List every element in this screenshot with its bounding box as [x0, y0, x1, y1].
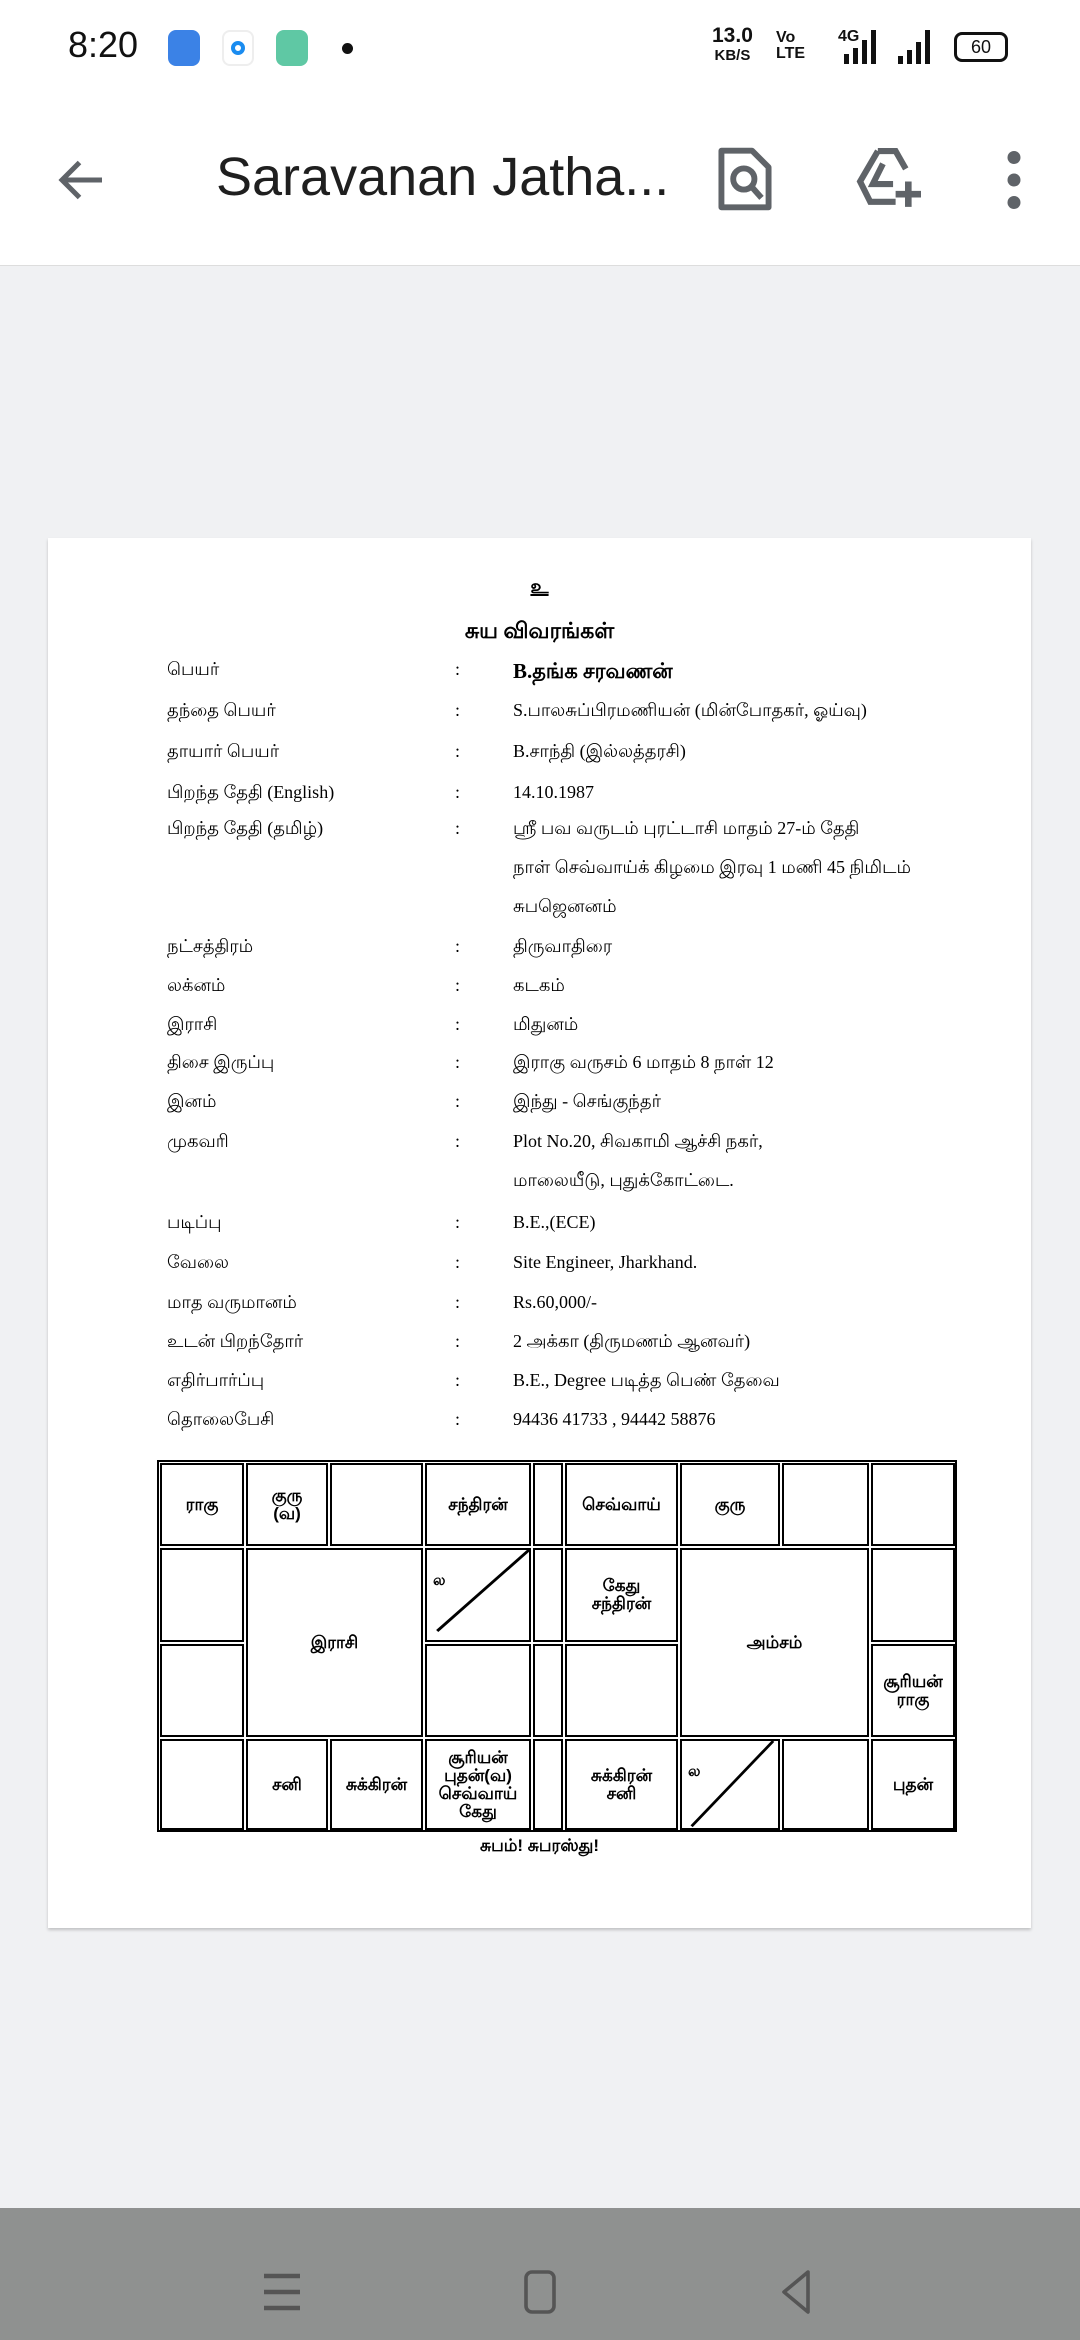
detail-label: முகவரி — [167, 1131, 229, 1151]
amsam_chart-center — [680, 1548, 869, 1737]
detail-value: B.தங்க சரவணன் — [513, 659, 673, 683]
separator: : — [455, 1091, 461, 1111]
detail-label: பிறந்த தேதி (English) — [167, 782, 335, 802]
detail-value: S.பாலசுப்பிரமணியன் (மின்போதகர், ஓய்வு) — [513, 700, 867, 720]
detail-label: இராசி — [167, 1014, 218, 1034]
back-icon[interactable] — [776, 2270, 816, 2314]
amsam_chart-house-cell — [680, 1463, 780, 1546]
planet-label: ராகு — [185, 1494, 219, 1514]
document-page — [48, 538, 1031, 1928]
planet-label: சுக்கிரன் — [345, 1774, 408, 1794]
battery-icon: 60 — [954, 32, 1008, 62]
add-to-drive-icon[interactable] — [852, 146, 924, 212]
rasi_chart-house-cell — [160, 1739, 244, 1830]
detail-label: லக்னம் — [167, 975, 226, 995]
spacer-cell — [533, 1463, 563, 1546]
amsam_chart-house-cell — [782, 1739, 869, 1830]
planet-label: சூரியன் புதன்(வ) செவ்வாய் கேது — [438, 1747, 518, 1821]
separator: : — [455, 700, 461, 720]
separator: : — [455, 818, 461, 838]
security-app-icon — [276, 30, 308, 66]
planet-label: குரு — [714, 1494, 746, 1514]
separator: : — [455, 741, 461, 761]
rasi_chart-house-cell — [330, 1463, 423, 1546]
detail-label: திசை இருப்பு — [167, 1052, 275, 1072]
spacer-cell — [533, 1644, 563, 1737]
planet-label: அம்சம் — [746, 1632, 803, 1652]
detail-value: 14.10.1987 — [513, 782, 594, 802]
document-title: Saravanan Jatha... — [216, 147, 670, 207]
separator: : — [455, 1409, 461, 1429]
lagna-mark: ல — [688, 1763, 701, 1780]
amsam_chart-house-cell — [871, 1644, 955, 1737]
spacer-cell — [533, 1548, 563, 1642]
app-bar — [0, 96, 1080, 266]
lagna-mark: ல — [433, 1572, 446, 1589]
planet-label: சுக்கிரன் சனி — [590, 1765, 653, 1803]
detail-label: உடன் பிறந்தோர் — [167, 1331, 304, 1351]
separator: : — [455, 1370, 461, 1390]
more-vert-icon[interactable] — [1000, 150, 1028, 210]
detail-value: மாலையீடு, புதுக்கோட்டை. — [513, 1170, 734, 1190]
detail-value: 94436 41733 , 94442 58876 — [513, 1409, 716, 1429]
separator: : — [455, 1252, 461, 1272]
detail-value: மிதுனம் — [513, 1014, 579, 1034]
amsam_chart-house-cell — [565, 1548, 678, 1642]
arrow-left-icon[interactable] — [52, 150, 112, 210]
detail-label: பிறந்த தேதி (தமிழ்) — [167, 818, 324, 838]
rasi_chart-house-cell — [246, 1739, 328, 1830]
separator: : — [455, 1052, 461, 1072]
detail-value: B.E.,(ECE) — [513, 1212, 596, 1232]
amsam_chart-house-cell — [565, 1644, 678, 1737]
separator: : — [455, 1014, 461, 1034]
separator: : — [455, 1331, 461, 1351]
speed-unit: KB/S — [714, 47, 751, 64]
detail-value: சுபஜெனனம் — [513, 896, 617, 916]
amsam_chart-house-cell — [871, 1463, 955, 1546]
rasi_chart-center — [246, 1548, 423, 1737]
separator: : — [455, 1212, 461, 1232]
planet-label: சந்திரன் — [448, 1494, 508, 1514]
status-bar — [0, 0, 1080, 96]
volte-icon: Vo LTE — [776, 29, 806, 62]
rasi_chart-house-cell — [425, 1739, 531, 1830]
separator: : — [455, 782, 461, 802]
amsam_chart-house-cell — [782, 1463, 869, 1546]
detail-label: நட்சத்திரம் — [167, 936, 254, 956]
planet-label: சனி — [272, 1774, 302, 1794]
rasi_chart-house-cell — [425, 1548, 531, 1642]
rasi_chart-house-cell — [160, 1463, 244, 1546]
detail-value: Plot No.20, சிவகாமி ஆச்சி நகர், — [513, 1131, 763, 1151]
planet-label: செவ்வாய் — [582, 1494, 661, 1514]
detail-value: 2 அக்கா (திருமணம் ஆனவர்) — [513, 1331, 751, 1351]
amsam_chart-house-cell — [871, 1739, 955, 1830]
amsam_chart-house-cell — [871, 1548, 955, 1642]
detail-label: தந்தை பெயர் — [167, 700, 276, 720]
clock: 8:20 — [68, 24, 139, 65]
detail-label: வேலை — [167, 1252, 229, 1272]
rasi_chart-house-cell — [425, 1463, 531, 1546]
home-icon[interactable] — [520, 2270, 560, 2314]
detail-value: Site Engineer, Jharkhand. — [513, 1252, 698, 1272]
planet-label: கேது சந்திரன் — [591, 1576, 652, 1613]
rasi_chart-house-cell — [160, 1644, 244, 1737]
detail-label: இனம் — [167, 1091, 217, 1111]
planet-label: குரு (வ) — [271, 1485, 303, 1523]
rasi_chart-house-cell — [425, 1644, 531, 1737]
detail-value: ஸ்ரீ பவ வருடம் புரட்டாசி மாதம் 27-ம் தேதி — [513, 818, 860, 838]
detail-label: மாத வருமானம் — [167, 1292, 297, 1312]
find-in-page-icon[interactable] — [716, 146, 774, 212]
separator: : — [455, 975, 461, 995]
lagna-diagonal — [427, 1550, 529, 1640]
notification-dot-icon — [342, 43, 353, 54]
planet-label: புதன் — [892, 1774, 934, 1794]
detail-value: கடகம் — [513, 975, 565, 995]
detail-label: எதிர்பார்ப்பு — [167, 1370, 265, 1390]
network-speed — [712, 26, 753, 66]
browser-app-icon — [222, 30, 254, 66]
spacer-cell — [533, 1739, 563, 1830]
detail-value: திருவாதிரை — [513, 936, 613, 956]
signal-icon — [844, 30, 876, 64]
document-heading: சுய விவரங்கள் — [464, 618, 615, 643]
horoscope-chart — [157, 1460, 957, 1832]
om-symbol: உ — [530, 576, 549, 598]
network-type: 4G — [838, 28, 860, 45]
lagna-diagonal — [682, 1741, 778, 1828]
detail-label: பெயர் — [167, 659, 220, 679]
detail-label: தாயார் பெயர் — [167, 741, 280, 761]
detail-label: தொலைபேசி — [167, 1409, 275, 1429]
speed-value: 13.0 — [712, 24, 753, 47]
messages-app-icon — [168, 30, 200, 66]
rasi_chart-house-cell — [160, 1548, 244, 1642]
amsam_chart-house-cell — [565, 1463, 678, 1546]
detail-label: படிப்பு — [167, 1212, 222, 1232]
detail-value: Rs.60,000/- — [513, 1292, 598, 1312]
rasi_chart-house-cell — [330, 1739, 423, 1830]
detail-value: இராகு வருசம் 6 மாதம் 8 நாள் 12 — [513, 1052, 774, 1072]
signal-icon-2 — [898, 30, 930, 64]
separator: : — [455, 936, 461, 956]
footer-blessing: சுபம்! சுபரஸ்து! — [480, 1836, 599, 1855]
detail-value: B.E., Degree படித்த பெண் தேவை — [513, 1370, 780, 1390]
separator: : — [455, 659, 461, 679]
detail-value: B.சாந்தி (இல்லத்தரசி) — [513, 741, 686, 761]
amsam_chart-house-cell — [680, 1739, 780, 1830]
planet-label: சூரியன் ராகு — [883, 1671, 943, 1709]
detail-value: இந்து - செங்குந்தர் — [513, 1091, 661, 1111]
detail-value: நாள் செவ்வாய்க் கிழமை இரவு 1 மணி 45 நிமிடம் — [513, 857, 911, 877]
separator: : — [455, 1131, 461, 1151]
planet-label: இராசி — [310, 1632, 359, 1652]
amsam_chart-house-cell — [565, 1739, 678, 1830]
navigation-bar — [0, 2208, 1080, 2340]
recents-icon[interactable] — [262, 2272, 302, 2312]
rasi_chart-house-cell — [246, 1463, 328, 1546]
separator: : — [455, 1292, 461, 1312]
